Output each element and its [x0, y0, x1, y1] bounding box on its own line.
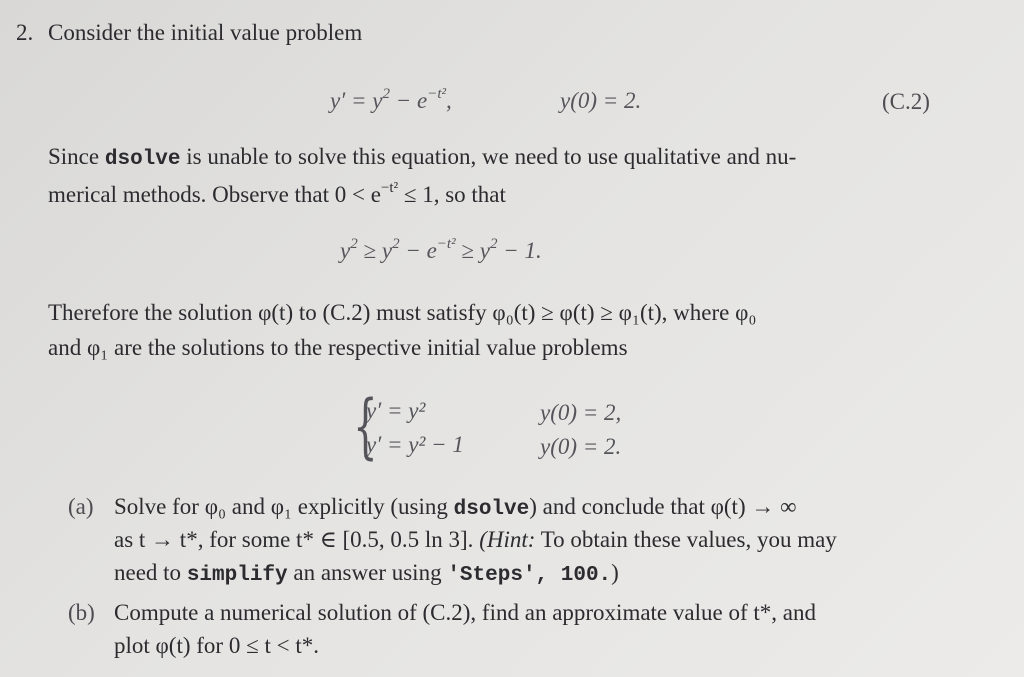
text-span: ≥ y	[357, 238, 393, 263]
inequality: $y^2 \ge y^2 - e^{-t^2} \ge y^2 - 1$.	[340, 236, 542, 263]
part-a-line-3	[114, 560, 619, 587]
main-equation-lhs: y′ = y	[330, 88, 383, 113]
text-span: )	[611, 560, 619, 585]
text-span: Since	[48, 144, 105, 169]
paragraph-1-line-2	[48, 180, 506, 208]
exponent: −t²	[436, 236, 456, 252]
exponent: −t²	[380, 180, 399, 196]
problem-number: 2.	[16, 20, 34, 45]
text-span: need to	[114, 560, 187, 585]
main-equation-exponent: −t²	[427, 86, 446, 102]
dsolve-command: dsolve	[453, 498, 530, 521]
system-condition-1: y(0) = 2,	[540, 400, 622, 425]
text-span: ) and conclude that φ(t) → ∞	[529, 494, 797, 519]
simplify-command: simplify	[186, 564, 288, 587]
text-span: − 1.	[497, 238, 542, 263]
text-span: ≥ y	[455, 238, 490, 263]
dsolve-command: dsolve	[104, 148, 181, 171]
text-span: − e	[399, 238, 437, 263]
initial-condition: y(0) = 2.	[560, 88, 642, 113]
system-equation-1: y′ = y²	[366, 398, 426, 423]
system-condition-2: y(0) = 2.	[540, 434, 622, 459]
text-span: merical methods. Observe that 0 < e	[48, 182, 381, 207]
text-span: an answer using	[287, 560, 448, 585]
part-b-line-2: plot φ(t) for 0 ≤ t < t*.	[114, 633, 319, 658]
problem-intro: Consider the initial value problem	[48, 20, 363, 45]
text-span: is unable to solve this equation, we need to use qualitative and nu-	[180, 144, 797, 169]
text-span: y	[340, 238, 351, 263]
steps-argument: 'Steps', 100.	[447, 564, 612, 587]
left-brace: {	[353, 385, 378, 467]
part-a-label: (a)	[68, 494, 94, 519]
text-span: Solve for φ₀ and φ₁ explicitly (using	[114, 494, 454, 519]
paragraph-2-line-2: and φ₁ are the solutions to the respective initial value problems	[48, 335, 628, 360]
paragraph-2-line-1: Therefore the solution φ(t) to (C.2) must satisfy φ₀(t) ≥ φ(t) ≥ φ₁(t), where φ₀	[48, 300, 757, 325]
text-span: To obtain these values, you may	[535, 527, 837, 552]
main-equation-mid: − e	[389, 88, 428, 113]
paragraph-1-line-1	[48, 144, 796, 171]
part-b-line-1: Compute a numerical solution of (C.2), find an approximate value of t*, and	[114, 600, 816, 625]
system-equation-2: y′ = y² − 1	[366, 432, 464, 457]
text-span: as t → t*, for some t* ∈ [0.5, 0.5 ln 3].	[114, 527, 480, 552]
text-span: ≤ 1, so that	[398, 182, 506, 207]
part-b-label: (b)	[68, 600, 95, 625]
hint-label: (Hint:	[479, 527, 536, 552]
part-a-line-2	[114, 527, 837, 553]
part-a-line-1	[114, 494, 797, 521]
main-equation: $y' = y^2 - e^{-t^2}$,	[330, 86, 452, 113]
equation-tag: (C.2)	[882, 89, 930, 114]
